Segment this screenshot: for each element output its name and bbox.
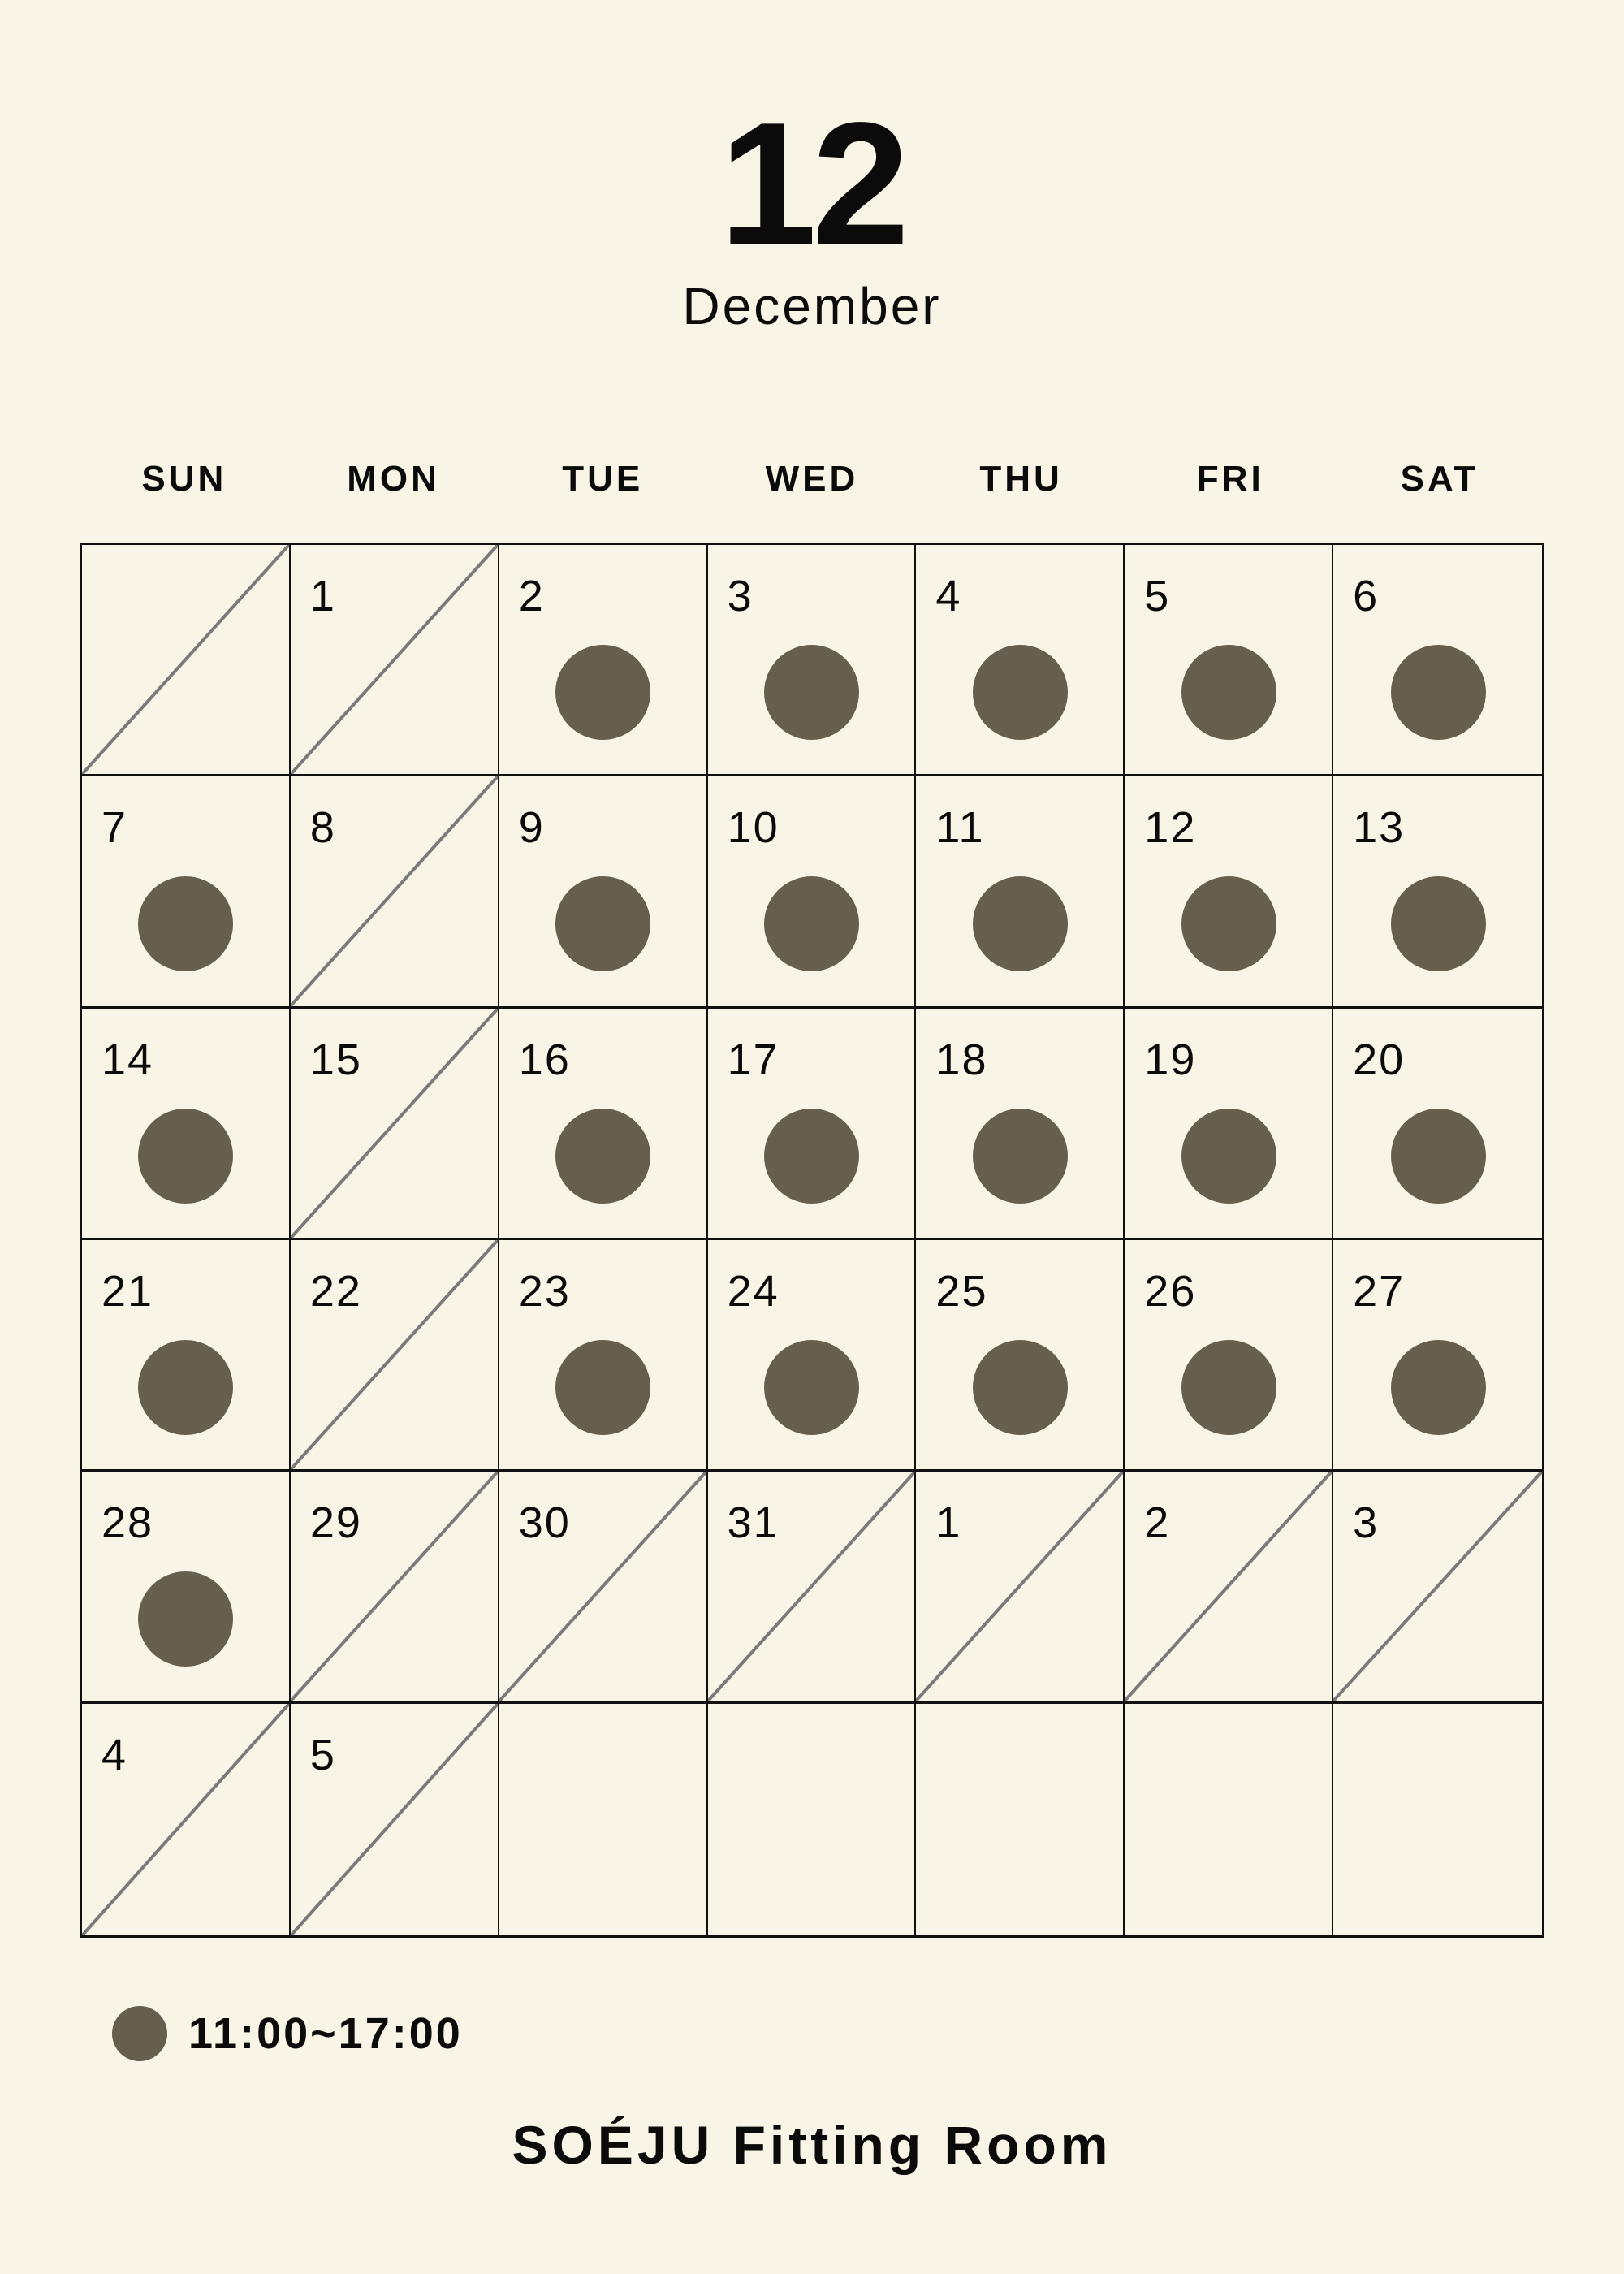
month-name: December xyxy=(682,277,942,335)
day-number: 21 xyxy=(102,1267,154,1316)
day-number: 27 xyxy=(1353,1267,1406,1316)
calendar-day-cell xyxy=(1333,1472,1542,1703)
calendar-day-cell xyxy=(1125,545,1333,776)
open-dot-icon xyxy=(973,876,1068,971)
open-dot-icon xyxy=(555,1109,650,1204)
day-number: 12 xyxy=(1144,803,1197,853)
calendar-day-cell xyxy=(1125,1240,1333,1472)
open-dot-icon xyxy=(973,645,1068,740)
calendar-day-cell xyxy=(916,1009,1125,1240)
closed-slash-icon xyxy=(82,545,289,774)
weekday-mon: MON xyxy=(347,459,440,499)
calendar-day-cell xyxy=(1333,1240,1542,1472)
open-dot-icon xyxy=(1181,1340,1276,1435)
calendar-day-cell xyxy=(499,1240,708,1472)
open-dot-icon xyxy=(1181,876,1276,971)
open-dot-icon xyxy=(1391,645,1486,740)
open-dot-icon xyxy=(1181,645,1276,740)
open-dot-icon xyxy=(138,1340,233,1435)
calendar-day-cell xyxy=(291,1704,499,1935)
day-number: 7 xyxy=(102,803,128,853)
calendar-day-cell xyxy=(499,1472,708,1703)
month-number: 12 xyxy=(719,85,905,282)
calendar-grid xyxy=(80,543,1544,1938)
day-number: 4 xyxy=(935,572,962,620)
day-number: 24 xyxy=(727,1267,780,1316)
day-number: 18 xyxy=(935,1035,988,1084)
calendar-day-cell xyxy=(291,776,499,1008)
open-dot-icon xyxy=(1391,876,1486,971)
day-number: 28 xyxy=(102,1498,154,1548)
open-dot-icon xyxy=(138,876,233,971)
calendar-day-cell xyxy=(708,1009,917,1240)
open-dot-icon xyxy=(138,1571,233,1667)
legend-hours: 11:00~17:00 xyxy=(188,2009,463,2058)
weekday-thu: THU xyxy=(979,459,1063,499)
open-dot-icon xyxy=(1391,1109,1486,1204)
calendar-day-cell xyxy=(82,1009,291,1240)
calendar-day-cell xyxy=(1125,1009,1333,1240)
day-number: 3 xyxy=(727,572,754,620)
calendar-day-cell xyxy=(916,1704,1125,1935)
day-number: 15 xyxy=(309,1035,362,1084)
calendar-day-cell xyxy=(291,1009,499,1240)
open-dot-icon xyxy=(973,1340,1068,1435)
day-number: 29 xyxy=(309,1498,362,1548)
day-number: 20 xyxy=(1353,1035,1406,1084)
open-dot-icon xyxy=(555,876,650,971)
day-number: 9 xyxy=(518,803,545,853)
weekday-header-row xyxy=(80,461,1544,497)
day-number: 14 xyxy=(102,1035,154,1084)
calendar-day-cell xyxy=(708,545,917,776)
open-dot-icon xyxy=(138,1109,233,1204)
calendar-day-cell xyxy=(916,545,1125,776)
open-dot-icon xyxy=(764,1109,859,1204)
open-dot-icon xyxy=(764,876,859,971)
calendar-day-cell xyxy=(291,545,499,776)
weekday-tue: TUE xyxy=(562,459,644,499)
open-dot-icon xyxy=(555,645,650,740)
calendar-day-cell xyxy=(82,545,291,776)
day-number: 5 xyxy=(1144,572,1171,620)
day-number: 26 xyxy=(1144,1267,1197,1316)
open-dot-icon xyxy=(764,1340,859,1435)
day-number: 16 xyxy=(518,1035,571,1084)
day-number: 17 xyxy=(727,1035,780,1084)
day-number: 2 xyxy=(1144,1498,1171,1548)
calendar-day-cell xyxy=(916,1472,1125,1703)
calendar-day-cell xyxy=(499,1009,708,1240)
calendar-day-cell xyxy=(82,1240,291,1472)
calendar-day-cell xyxy=(916,776,1125,1008)
calendar-day-cell xyxy=(708,776,917,1008)
day-number: 1 xyxy=(309,572,336,620)
day-number: 5 xyxy=(309,1730,336,1779)
open-dot-icon xyxy=(112,2006,167,2061)
day-number: 6 xyxy=(1353,572,1380,620)
calendar-day-cell xyxy=(1333,776,1542,1008)
calendar-day-cell xyxy=(1125,776,1333,1008)
day-number: 3 xyxy=(1353,1498,1380,1548)
calendar-day-cell xyxy=(291,1472,499,1703)
weekday-wed: WED xyxy=(765,459,859,499)
calendar-day-cell xyxy=(1333,545,1542,776)
calendar-day-cell xyxy=(291,1240,499,1472)
open-dot-icon xyxy=(555,1340,650,1435)
calendar-day-cell xyxy=(1333,1009,1542,1240)
open-dot-icon xyxy=(1391,1340,1486,1435)
calendar-day-cell xyxy=(499,545,708,776)
day-number: 2 xyxy=(518,572,545,620)
day-number: 23 xyxy=(518,1267,571,1316)
calendar-day-cell xyxy=(499,776,708,1008)
day-number: 31 xyxy=(727,1498,780,1548)
day-number: 8 xyxy=(309,803,336,853)
day-number: 25 xyxy=(935,1267,988,1316)
calendar-day-cell xyxy=(82,1472,291,1703)
day-number: 30 xyxy=(518,1498,571,1548)
brand-name: SOÉJU Fitting Room xyxy=(512,2115,1112,2175)
day-number: 13 xyxy=(1353,803,1406,853)
weekday-sun: SUN xyxy=(141,459,227,499)
calendar-day-cell xyxy=(1125,1704,1333,1935)
calendar-day-cell xyxy=(916,1240,1125,1472)
calendar-day-cell xyxy=(82,776,291,1008)
calendar-day-cell xyxy=(708,1240,917,1472)
legend xyxy=(112,2006,463,2061)
calendar-day-cell xyxy=(82,1704,291,1935)
calendar-day-cell xyxy=(499,1704,708,1935)
weekday-fri: FRI xyxy=(1196,459,1264,499)
calendar-day-cell xyxy=(1333,1704,1542,1935)
day-number: 10 xyxy=(727,803,780,853)
weekday-sat: SAT xyxy=(1400,459,1479,499)
open-dot-icon xyxy=(973,1109,1068,1204)
calendar-day-cell xyxy=(708,1472,917,1703)
open-dot-icon xyxy=(1181,1109,1276,1204)
day-number: 1 xyxy=(935,1498,962,1548)
day-number: 11 xyxy=(935,803,985,853)
day-number: 22 xyxy=(309,1267,362,1316)
day-number: 19 xyxy=(1144,1035,1197,1084)
calendar-day-cell xyxy=(708,1704,917,1935)
open-dot-icon xyxy=(764,645,859,740)
day-number: 4 xyxy=(102,1730,128,1779)
calendar-day-cell xyxy=(1125,1472,1333,1703)
